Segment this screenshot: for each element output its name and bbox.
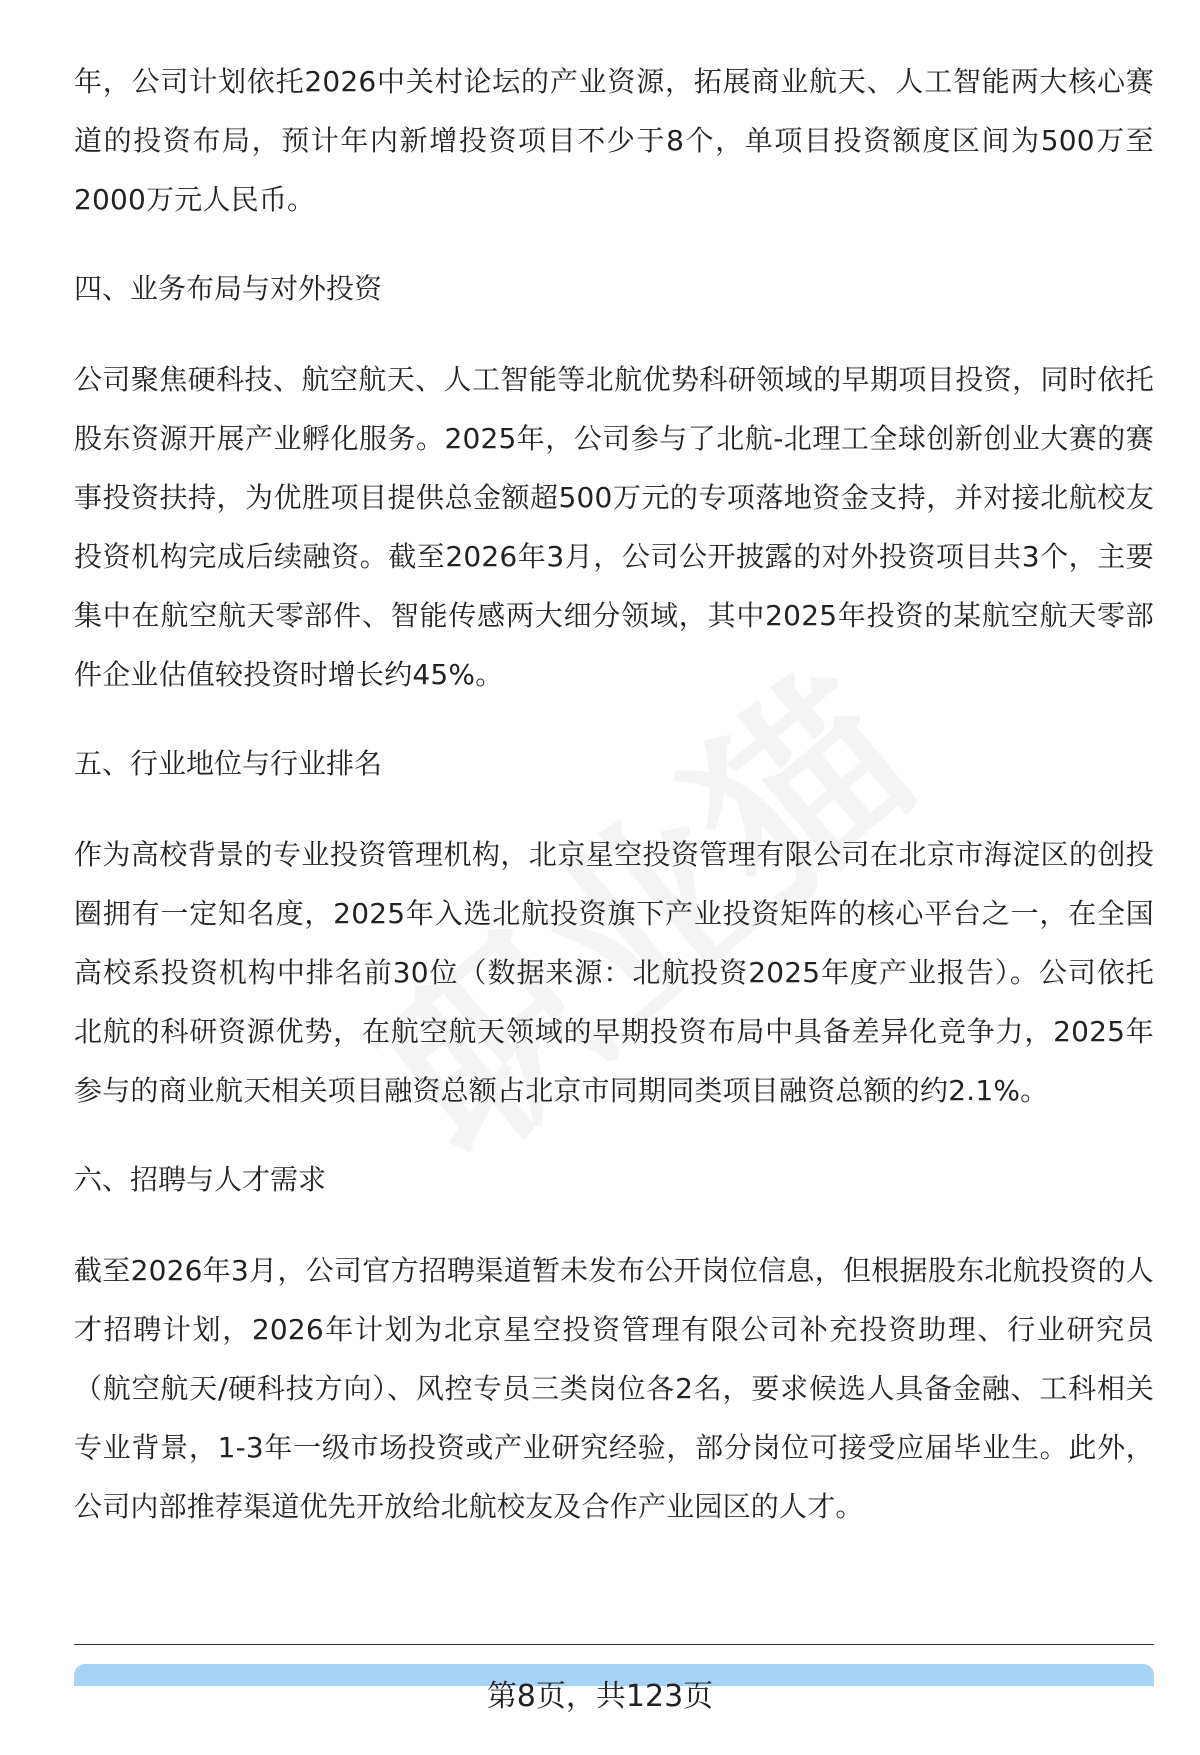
paragraph-industry-ranking: 作为高校背景的专业投资管理机构，北京星空投资管理有限公司在北京市海淀区的创投圈拥有一定知名度，2025年入选北航投资旗下产业投资矩阵的核心平台之一，在全国高校系投资机构中排名前30位（数据来源：北航投资2025年度产业报告）。公司依托北航的科研资源优势，在航空航天领域的早期投资布局中具备差异化竞争力，2025年参与的商业航天相关项目融资总额占北京市同期同类项目融资总额的约2.1%。 [74, 838, 1154, 1107]
page-number: 第8页，共123页 [486, 1679, 714, 1714]
paragraph-recruitment: 截至2026年3月，公司官方招聘渠道暂未发布公开岗位信息，但根据股东北航投资的人才招聘计划，2026年计划为北京星空投资管理有限公司补充投资助理、行业研究员（航空航天/硬科技方向）、风控专员三类岗位各2名，要求候选人具备金融、工科相关专业背景，1-3年一级市场投资或产业研究经验，部分岗位可接受应届毕业生。此外，公司内部推荐渠道优先开放给北航校友及合作产业园区的人才。 [74, 1254, 1154, 1523]
paragraph-continued: 年，公司计划依托2026中关村论坛的产业资源，拓展商业航天、人工智能两大核心赛道的投资布局，预计年内新增投资项目不少于8个，单项目投资额度区间为500万至2000万元人民币。 [74, 65, 1154, 216]
section-heading-4: 四、业务布局与对外投资 [74, 272, 383, 305]
paragraph-business-layout: 公司聚焦硬科技、航空航天、人工智能等北航优势科研领域的早期项目投资，同时依托股东资源开展产业孵化服务。2025年，公司参与了北航-北理工全球创新创业大赛的赛事投资扶持，为优胜项目提供总金额超500万元的专项落地资金支持，并对接北航校友投资机构完成后续融资。截至2026年3月，公司公开披露的对外投资项目共3个，主要集中在航空航天零部件、智能传感两大细分领域，其中2025年投资的某航空航天零部件企业估值较投资时增长约45%。 [74, 363, 1154, 691]
footer-divider [74, 1644, 1154, 1645]
section-heading-6: 六、招聘与人才需求 [74, 1163, 327, 1196]
section-heading-5: 五、行业地位与行业排名 [74, 747, 383, 780]
document-body [74, 52, 1154, 1536]
